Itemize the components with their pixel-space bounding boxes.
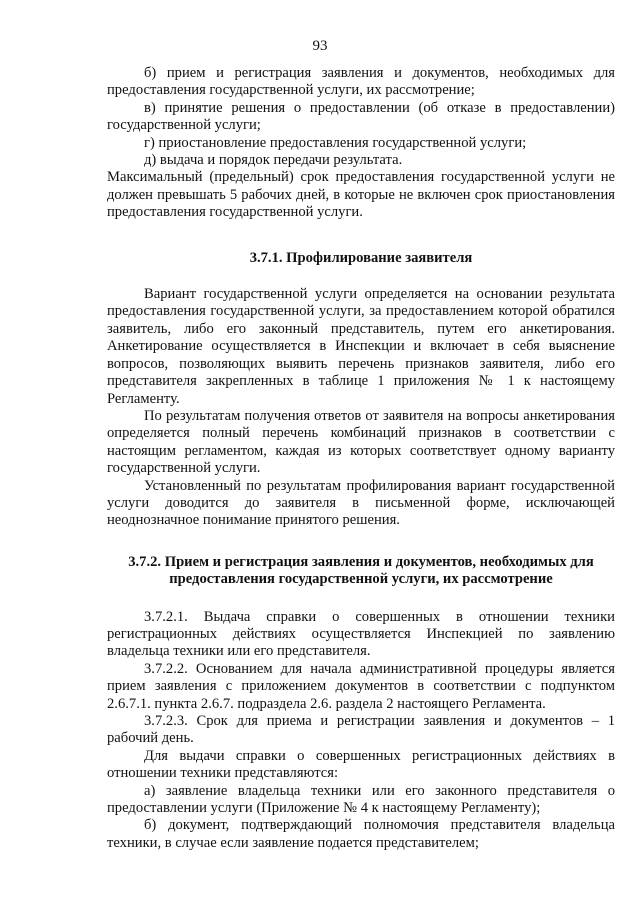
list-item-b: б) прием и регистрация заявления и документов, необходимых для предоставления государственной услуги, их рассмотрение; [107,65,615,99]
section-heading-3-7-1: 3.7.1. Профилирование заявителя [249,249,473,266]
list-item-v: в) принятие решения о предоставлении (об отказе в предоставлении) государственной услуги; [107,99,615,134]
paragraph-3-7-2-2: 3.7.2.2. Основанием для начала административной процедуры является прием заявления с приложением документов в соответствии с подпунктом 2.6.7.1. пункта 2.6.7. подраздела 2.6. раздела 2 настоящего Регламента. [107,660,615,712]
page-content [107,65,615,852]
list-item-g: г) приостановление предоставления государственной услуги; [144,134,527,151]
list-item-b-authority-document: б) документ, подтверждающий полномочия представителя владельца техники, в случае если заявление подается представителем; [107,817,615,851]
max-term-paragraph: Максимальный (предельный) срок предоставления государственной услуги не должен превышать 5 рабочих дней, в которые не включен срок приостановления предоставления государственной услуги. [107,169,615,221]
list-item-a-application: а) заявление владельца техники или его законного представителя о предоставлении услуги (Приложение № 4 к настоящему Регламенту); [107,782,615,817]
paragraph-3-7-2-3: 3.7.2.3. Срок для приема и регистрации заявления и документов – 1 рабочий день. [107,713,615,747]
section-heading-3-7-2: 3.7.2. Прием и регистрация заявления и документов, необходимых для предоставления государственной услуги, их рассмотрение [128,553,594,588]
paragraph-variant-notification: Установленный по результатам профилирования вариант государственной услуги доводится до заявителя в письменной форме, исключающей неоднозначное понимание принятого решения. [107,477,615,529]
list-item-d: д) выдача и порядок передачи результата. [144,152,403,169]
page-number: 93 [312,38,328,54]
paragraph-variant-definition: Вариант государственной услуги определяется на основании результата предоставления государственной услуги, за предоставлением которой обратился заявитель, либо его законный представитель, путем его анкетирования. Анкетирование осуществляется в Инспекции и включает в себя выяснение вопросов, позволяющих выявить перечень признаков заявителя, либо его представителя закрепленных в таблице 1 приложения № 1 к настоящему Регламенту. [107,286,615,407]
paragraph-questionnaire-results: По результатам получения ответов от заявителя на вопросы анкетирования определяется полный перечень комбинаций признаков в соответствии с настоящим регламентом, каждая из которых соответствует одному варианту государственной услуги. [107,407,615,477]
paragraph-documents-intro: Для выдачи справки о совершенных регистрационных действиях в отношении техники представляются: [107,747,615,782]
paragraph-3-7-2-1: 3.7.2.1. Выдача справки о совершенных в отношении техники регистрационных действиях осуществляется Инспекцией по заявлению владельца техники или его представителя. [107,608,615,660]
